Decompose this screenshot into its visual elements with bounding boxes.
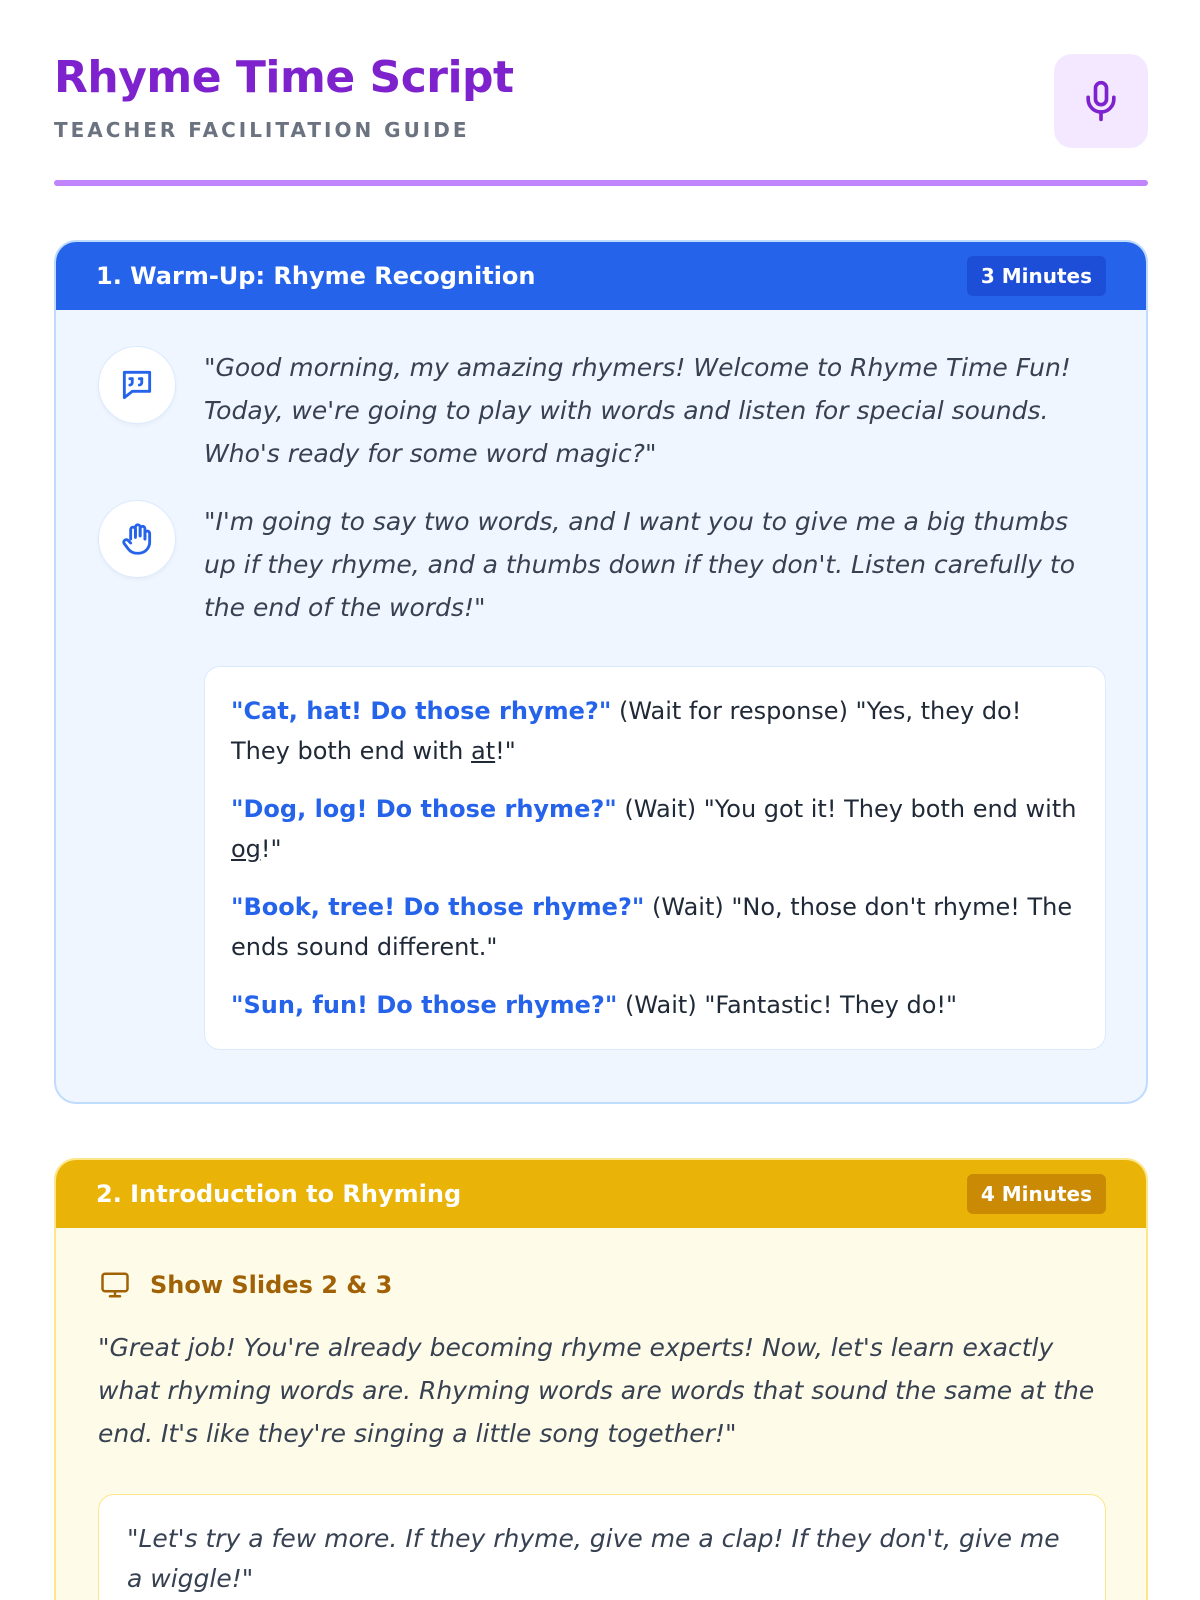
page-title: Rhyme Time Script [54,52,514,103]
hand-icon-wrap [98,500,176,578]
section-warm-up [54,240,1148,1104]
rhyme-pair [231,985,1079,1025]
page-header [54,52,1148,188]
header-divider [54,180,1148,186]
rhyme-question: "Dog, log! Do those rhyme?" [231,795,617,823]
rhyme-answer: (Wait) "You got it! They both end with [616,795,1077,823]
script-quote: "I'm going to say two words, and I want you to give me a big thumbs up if they rhyme, and a thumbs down if they don't. Listen carefully to the end of the words!" [204,507,1076,622]
slides-label: Show Slides 2 & 3 [150,1271,393,1299]
microphone-button[interactable] [1054,54,1148,148]
rhyme-question: "Cat, hat! Do those rhyme?" [231,697,612,725]
section-header [56,1160,1146,1228]
speech-quote-icon [118,366,156,404]
monitor-icon [98,1270,132,1300]
speech-quote-icon-wrap [98,346,176,424]
rhyme-pair [231,691,1079,771]
rhyme-ending: at [471,737,496,765]
rhyme-answer: (Wait for response) "Yes, they do! They both end with [231,697,1022,765]
duration-badge: 3 Minutes [967,256,1106,296]
script-quote: "Good morning, my amazing rhymers! Welcome to Rhyme Time Fun! Today, we're going to play with words and listen for special sounds. Who's ready for some word magic?" [204,353,1071,468]
hand-icon [118,520,156,558]
rhyme-pair [231,887,1079,967]
rhyme-answer-end: !" [260,835,282,863]
rhyme-answer-end: !" [495,737,516,765]
slides-instruction [98,1270,392,1300]
section-title: 2. Introduction to Rhyming [96,1180,462,1208]
page-subtitle: TEACHER FACILITATION GUIDE [54,118,470,142]
microphone-icon [1079,76,1123,126]
intro-quote: "Great job! You're already becoming rhyme experts! Now, let's learn exactly what rhyming words are. Rhyming words are words that sound the same at the end. It's like they're singing a little song together!" [98,1333,1095,1448]
rhyme-pair [231,789,1079,869]
script-line [98,500,1106,629]
script-line [98,346,1106,475]
rhyme-pairs-box [204,666,1106,1050]
rhyme-question: "Book, tree! Do those rhyme?" [231,893,645,921]
duration-badge: 4 Minutes [967,1174,1106,1214]
rhyme-question: "Sun, fun! Do those rhyme?" [231,991,618,1019]
section-title: 1. Warm-Up: Rhyme Recognition [96,262,536,290]
section-introduction [54,1158,1148,1600]
section-header [56,242,1146,310]
rhyme-answer: (Wait) "Fantastic! They do!" [617,991,958,1019]
try-more-text: "Let's try a few more. If they rhyme, give me a clap! If they don't, give me a wiggle!" [127,1524,1060,1593]
try-more-box [98,1494,1106,1600]
rhyme-ending: og [231,835,261,863]
rhyme-answer: (Wait) "No, those don't rhyme! The ends sound different." [231,893,1073,961]
